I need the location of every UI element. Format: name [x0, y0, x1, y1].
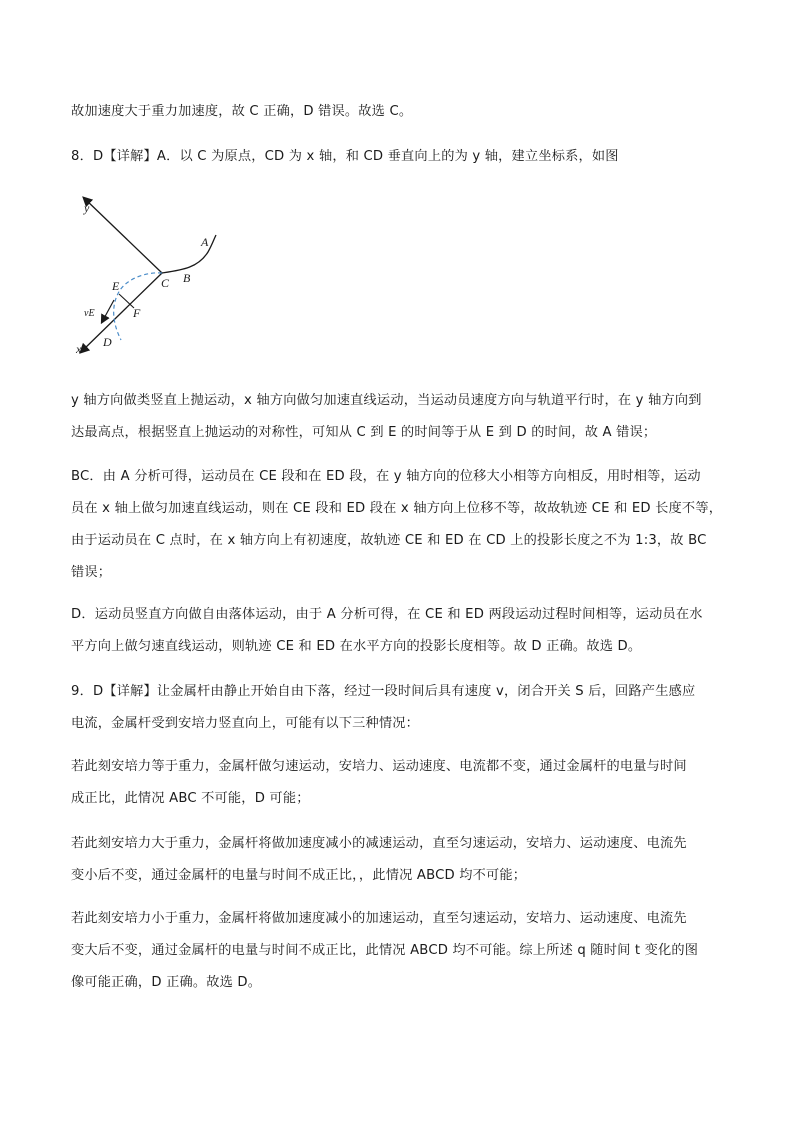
label-a: A	[201, 235, 209, 249]
text-line: y 轴方向做类竖直上抛运动，x 轴方向做匀加速直线运动，当运动员速度方向与轨道平行时，在 y 轴方向到	[71, 393, 702, 408]
text-line: 变大后不变，通过金属杆的电量与时间不成正比，此情况 ABCD 均不可能。综上所述 q 随时间 t 变化的图	[71, 943, 699, 958]
paragraph-7	[71, 751, 731, 815]
text-line: 若此刻安培力等于重力，金属杆做匀速运动，安培力、运动速度、电流都不变，通过金属杆的电量与时间	[71, 759, 687, 774]
text-line: BC．由 A 分析可得，运动员在 CE 段和在 ED 段，在 y 轴方向的位移大小相等方向相反，用时相等，运动	[71, 469, 701, 484]
velocity-arrow	[102, 300, 114, 322]
text-line: 若此刻安培力小于重力，金属杆将做加速度减小的加速运动，直至匀速运动，安培力、运动速度、电流先	[71, 911, 687, 926]
paragraph-6	[71, 676, 731, 740]
text-line: 达最高点，根据竖直上抛运动的对称性，可知从 C 到 E 的时间等于从 E 到 D 的时间，故 A 错误；	[71, 425, 657, 440]
paragraph-4	[71, 461, 731, 589]
y-axis-line	[84, 198, 162, 273]
paragraph-8	[71, 828, 731, 892]
paragraph-5	[71, 599, 731, 663]
label-e: E	[112, 279, 120, 293]
text-line: 若此刻安培力大于重力，金属杆将做加速度减小的减速运动，直至匀速运动，安培力、运动速度、电流先	[71, 836, 687, 851]
label-ve: vE	[84, 308, 95, 319]
label-y: y	[84, 201, 90, 215]
paragraph-2	[71, 141, 731, 173]
label-f: F	[133, 306, 141, 320]
coordinate-diagram	[70, 190, 230, 360]
text-line: 由于运动员在 C 点时，在 x 轴方向上有初速度，故轨迹 CE 和 ED 在 CD 上的投影长度之不为 1:3，故 BC	[71, 533, 707, 548]
text-line: 错误；	[71, 565, 112, 580]
trajectory-figure	[70, 190, 230, 360]
text-line: 变小后不变，通过金属杆的电量与时间不成正比，，此情况 ABCD 均不可能；	[71, 868, 527, 883]
paragraph-9	[71, 903, 731, 999]
text-line: 8．D【详解】A．以 C 为原点，CD 为 x 轴，和 CD 垂直向上的为 y 轴，建立坐标系，如图	[71, 149, 619, 164]
text-line: 电流，金属杆受到安培力竖直向上，可能有以下三种情况：	[71, 716, 420, 731]
text-line: 9．D【详解】让金属杆由静止开始自由下落，经过一段时间后具有速度 v，闭合开关 S 后，回路产生感应	[71, 684, 696, 699]
label-d: D	[103, 335, 112, 349]
text-line: 成正比，此情况 ABC 不可能，D 可能；	[71, 791, 310, 806]
text-line: 故加速度大于重力加速度，故 C 正确，D 错误。故选 C。	[71, 104, 413, 119]
paragraph-1	[71, 96, 731, 128]
label-c: C	[161, 276, 170, 290]
text-line: 员在 x 轴上做匀加速直线运动，则在 CE 段和 ED 段在 x 轴方向上位移不等，故故轨迹 CE 和 ED 长度不等，	[71, 501, 723, 516]
segment-ef	[119, 294, 134, 308]
text-line: D．运动员竖直方向做自由落体运动，由于 A 分析可得，在 CE 和 ED 两段运动过程时间相等，运动员在水	[71, 607, 703, 622]
paragraph-3	[71, 385, 731, 449]
text-line: 平方向上做匀速直线运动，则轨迹 CE 和 ED 在水平方向的投影长度相等。故 D 正确。故选 D。	[71, 639, 642, 654]
label-b: B	[183, 271, 191, 285]
text-line: 像可能正确，D 正确。故选 D。	[71, 975, 262, 990]
label-x: x	[76, 342, 82, 356]
